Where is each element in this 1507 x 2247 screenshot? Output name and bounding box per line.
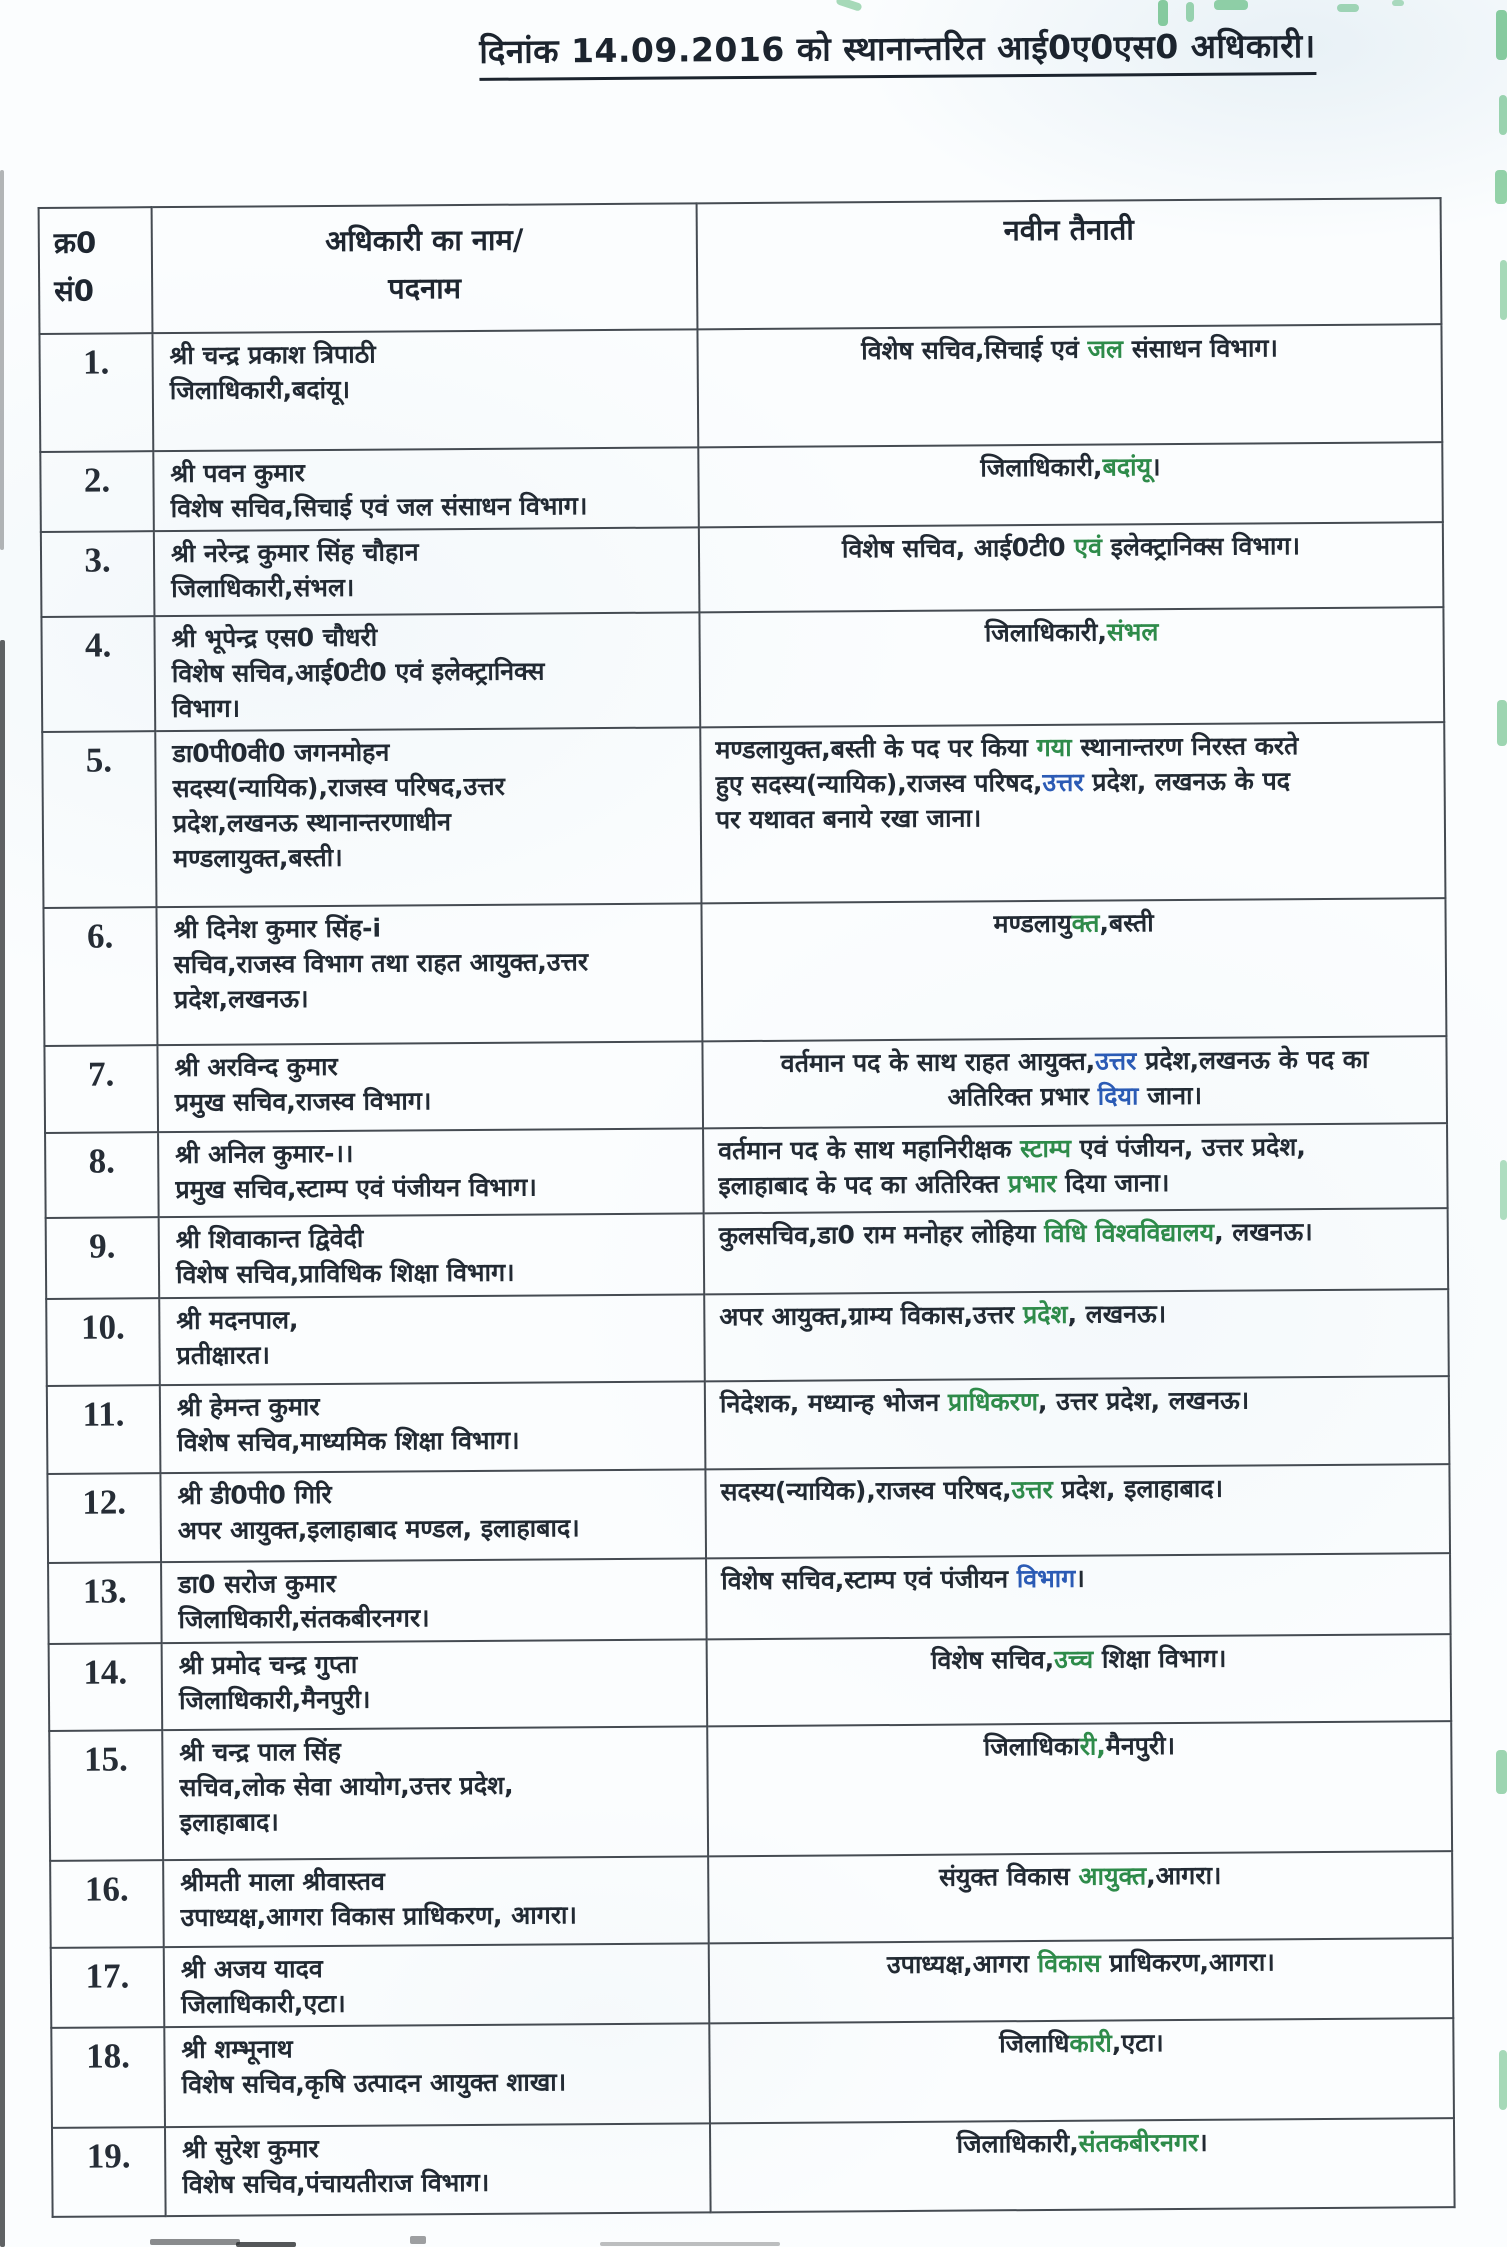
text-line: प्रमुख सचिव,स्टाम्प एवं पंजीयन विभाग। — [175, 1172, 537, 1205]
transfer-table — [38, 197, 1456, 2218]
serial-number: 2. — [40, 451, 154, 532]
text-line: विशेष सचिव,सिचाई एवं जल संसाधन विभाग। — [861, 333, 1279, 366]
text-line: श्री नरेन्द्र कुमार सिंह चौहान — [170, 537, 419, 569]
text-line: सचिव,लोक सेवा आयोग,उत्तर प्रदेश, — [179, 1770, 514, 1803]
officer-name-designation — [163, 1856, 709, 1947]
header-new-posting — [697, 198, 1442, 329]
text-line: विशेष सचिव,प्राविधिक शिक्षा विभाग। — [175, 1257, 515, 1290]
serial-number: 11. — [47, 1385, 161, 1474]
text-line: प्रतीक्षारत। — [176, 1340, 271, 1371]
text-line: डा0पी0वी0 जगनमोहन — [172, 737, 390, 769]
text-line: इलाहाबाद। — [179, 1807, 279, 1838]
table-row — [39, 324, 1442, 452]
text-line: विभाग। — [171, 693, 241, 724]
text-line: विशेष सचिव,स्टाम्प एवं पंजीयन विभाग। — [721, 1563, 1085, 1596]
text-line: वर्तमान पद के साथ महानिरीक्षक स्टाम्प एवं पंजीयन, उत्तर प्रदेश, — [718, 1132, 1306, 1166]
officer-name-designation — [154, 527, 700, 616]
new-posting — [709, 2018, 1454, 2123]
serial-number: 1. — [39, 333, 153, 452]
text-line: जिलाधिकारी,संभल। — [171, 572, 355, 604]
officer-name-designation — [157, 1041, 703, 1132]
text-line: श्री हेमन्त कुमार — [176, 1392, 320, 1423]
new-posting — [707, 1634, 1452, 1726]
header-serial-line1: क्र0 — [53, 225, 97, 260]
new-posting — [704, 1289, 1449, 1381]
officer-name-designation — [161, 1558, 707, 1643]
serial-number: 7. — [44, 1045, 158, 1133]
serial-number: 18. — [51, 2027, 165, 2128]
text-line: श्रीमती माला श्रीवास्तव — [180, 1866, 385, 1898]
table-row — [46, 1208, 1449, 1299]
text-line: श्री भूपेन्द्र एस0 चौधरी — [171, 622, 378, 654]
table-row — [43, 898, 1446, 1046]
text-line: श्री शिवाकान्त द्विवेदी — [175, 1223, 364, 1255]
table-row — [51, 2018, 1454, 2128]
text-line: श्री दिनेश कुमार सिंह-i — [173, 913, 382, 945]
text-line: मण्डलायुक्त,बस्ती — [993, 908, 1154, 939]
table-row — [48, 1553, 1451, 1644]
text-line: मण्डलायुक्त,बस्ती। — [173, 842, 343, 874]
officer-name-designation — [164, 1943, 710, 2027]
new-posting — [706, 1553, 1451, 1639]
table-row — [49, 1721, 1452, 1861]
officer-name-designation — [154, 612, 700, 731]
new-posting — [698, 442, 1443, 527]
text-line: मण्डलायुक्त,बस्ती के पद पर किया गया स्थानान्तरण निरस्त करते — [715, 731, 1299, 765]
text-line: जिलाधिकारी,संभल — [984, 617, 1159, 648]
text-line: श्री पवन कुमार — [170, 458, 305, 489]
document-title: दिनांक 14.09.2016 को स्थानान्तरित आई0ए0एस0 अधिकारी। — [479, 22, 1316, 81]
new-posting — [697, 324, 1442, 447]
text-line: श्री अजय यादव — [180, 1954, 323, 1985]
table-row — [41, 607, 1444, 732]
serial-number: 19. — [52, 2127, 166, 2217]
officer-name-designation — [153, 447, 699, 531]
table-row — [45, 1123, 1448, 1218]
table-header-row — [39, 198, 1442, 334]
header-officer — [152, 203, 698, 333]
table-row — [46, 1289, 1449, 1386]
table-row — [44, 1036, 1447, 1133]
text-line: निदेशक, मध्यान्ह भोजन प्राधिकरण, उत्तर प्रदेश, लखनऊ। — [719, 1385, 1250, 1419]
text-line: श्री चन्द्र प्रकाश त्रिपाठी — [169, 339, 376, 371]
text-line: सदस्य(न्यायिक),राजस्व परिषद,उत्तर प्रदेश, इलाहाबाद। — [720, 1473, 1224, 1507]
table-row — [42, 722, 1445, 908]
text-line: जिलाधिकारी,मैनपुरी। — [178, 1684, 371, 1716]
table-row — [47, 1464, 1450, 1563]
new-posting — [705, 1464, 1450, 1558]
new-posting — [699, 607, 1444, 727]
text-line: हुए सदस्य(न्यायिक),राजस्व परिषद,उत्तर प्रदेश, लखनऊ के पद — [715, 766, 1291, 800]
officer-name-designation — [164, 2023, 710, 2127]
header-officer-line2: पदनाम — [388, 271, 462, 306]
new-posting — [701, 898, 1446, 1041]
text-line: प्रदेश,लखनऊ स्थानान्तरणाधीन — [172, 807, 452, 839]
text-line: कुलसचिव,डा0 राम मनोहर लोहिया विधि विश्वविद्यालय, लखनऊ। — [718, 1217, 1313, 1251]
officer-name-designation — [160, 1469, 706, 1562]
new-posting — [708, 1851, 1453, 1943]
table-row — [47, 1376, 1450, 1474]
new-posting — [709, 1938, 1454, 2023]
text-line: विशेष सचिव,आई0टी0 एवं इलेक्ट्रानिक्स — [171, 656, 545, 689]
text-line: श्री सुरेश कुमार — [182, 2134, 319, 2165]
scan-artifact — [1499, 95, 1507, 135]
new-posting — [700, 722, 1445, 903]
serial-number: 16. — [50, 1860, 164, 1948]
table-row — [50, 1851, 1453, 1948]
serial-number: 4. — [41, 616, 155, 732]
text-line: विशेष सचिव,उच्च शिक्षा विभाग। — [930, 1643, 1227, 1675]
text-line: प्रमुख सचिव,राजस्व विभाग। — [174, 1086, 432, 1118]
text-line: विशेष सचिव, आई0टी0 एवं इलेक्ट्रानिक्स विभाग। — [841, 531, 1301, 564]
text-line: संयुक्त विकास आयुक्त,आगरा। — [938, 1860, 1222, 1892]
new-posting — [707, 1721, 1452, 1856]
text-line: विशेष सचिव,माध्यमिक शिक्षा विभाग। — [177, 1425, 520, 1458]
text-line: श्री शम्भूनाथ — [181, 2034, 293, 2065]
serial-number: 6. — [43, 907, 157, 1046]
text-line: जिलाधिकारी,एटा। — [181, 1988, 346, 2020]
officer-name-designation — [160, 1381, 706, 1473]
text-line: प्रदेश,लखनऊ। — [174, 984, 309, 1015]
text-line: उपाध्यक्ष,आगरा विकास प्राधिकरण, आगरा। — [180, 1900, 578, 1933]
officer-name-designation — [158, 1128, 704, 1217]
officer-name-designation — [159, 1213, 705, 1298]
text-line: जिलाधिकारी,एटा। — [999, 2028, 1164, 2059]
header-posting-label: नवीन तैनाती — [1003, 212, 1134, 248]
text-line: श्री अनिल कुमार-।। — [175, 1138, 354, 1170]
table-row — [52, 2118, 1455, 2217]
officer-name-designation — [162, 1726, 708, 1860]
officer-name-designation — [159, 1294, 705, 1385]
text-line: श्री अरविन्द कुमार — [174, 1051, 338, 1083]
text-line: श्री चन्द्र पाल सिंह — [179, 1736, 341, 1768]
text-line: श्री मदनपाल, — [176, 1305, 299, 1336]
text-line: विशेष सचिव,पंचायतीराज विभाग। — [182, 2167, 490, 2200]
new-posting — [699, 522, 1444, 612]
officer-name-designation — [155, 727, 701, 907]
new-posting — [703, 1123, 1448, 1213]
new-posting — [710, 2118, 1455, 2212]
serial-number: 13. — [48, 1562, 162, 1644]
serial-number: 9. — [46, 1217, 160, 1299]
header-serial — [39, 207, 153, 334]
officer-name-designation — [152, 329, 698, 451]
text-line: श्री डी0पी0 गिरि — [177, 1479, 332, 1511]
text-line: पर यथावत बनाये रखा जाना। — [715, 803, 982, 835]
text-line: विशेष सचिव,सिचाई एवं जल संसाधन विभाग। — [170, 491, 588, 524]
officer-name-designation — [165, 2123, 711, 2216]
new-posting — [704, 1208, 1449, 1294]
text-line: डा0 सरोज कुमार — [178, 1568, 336, 1600]
text-line: श्री प्रमोद चन्द्र गुप्ता — [178, 1649, 358, 1681]
serial-number: 5. — [42, 731, 156, 908]
text-line: विशेष सचिव,कृषि उत्पादन आयुक्त शाखा। — [181, 2067, 567, 2100]
table-row — [41, 522, 1444, 617]
text-line: जिलाधिकारी,बदांयू। — [980, 452, 1161, 483]
text-line: जिलाधिकारी,बदांयू। — [169, 374, 351, 406]
header-officer-line1: अधिकारी का नाम/ — [325, 222, 524, 258]
serial-number: 10. — [46, 1298, 160, 1386]
text-line: अपर आयुक्त,इलाहाबाद मण्डल, इलाहाबाद। — [177, 1513, 580, 1546]
serial-number: 12. — [47, 1473, 161, 1563]
text-line: वर्तमान पद के साथ राहत आयुक्त,उत्तर प्रदेश,लखनऊ के पद का — [780, 1044, 1369, 1078]
new-posting — [705, 1376, 1450, 1469]
text-line: उपाध्यक्ष,आगरा विकास प्राधिकरण,आगरा। — [886, 1947, 1275, 1980]
header-serial-line2: सं0 — [54, 273, 95, 308]
table-row — [49, 1634, 1452, 1731]
officer-name-designation — [156, 903, 702, 1045]
text-line: सचिव,राजस्व विभाग तथा राहत आयुक्त,उत्तर — [173, 947, 589, 980]
text-line: अतिरिक्त प्रभार दिया जाना। — [947, 1080, 1203, 1112]
serial-number: 3. — [41, 531, 155, 617]
text-line: जिलाधिकारी,संतकबीरनगर। — [178, 1603, 430, 1635]
text-line: अपर आयुक्त,ग्राम्य विकास,उत्तर प्रदेश, लखनऊ। — [719, 1299, 1167, 1332]
text-line: सदस्य(न्यायिक),राजस्व परिषद,उत्तर — [172, 771, 505, 804]
table-row — [40, 442, 1443, 532]
text-line: जिलाधिकारी,संतकबीरनगर। — [956, 2127, 1208, 2159]
text-line: जिलाधिकारी,मैनपुरी। — [983, 1731, 1176, 1762]
text-line: इलाहाबाद के पद का अतिरिक्त प्रभार दिया जाना। — [718, 1168, 1170, 1201]
officer-name-designation — [162, 1639, 708, 1730]
serial-number: 17. — [51, 1947, 165, 2028]
serial-number: 8. — [45, 1132, 159, 1218]
new-posting — [702, 1036, 1447, 1128]
table-row — [51, 1938, 1454, 2028]
serial-number: 14. — [49, 1643, 163, 1731]
serial-number: 15. — [49, 1730, 163, 1861]
table-body — [39, 324, 1454, 2217]
